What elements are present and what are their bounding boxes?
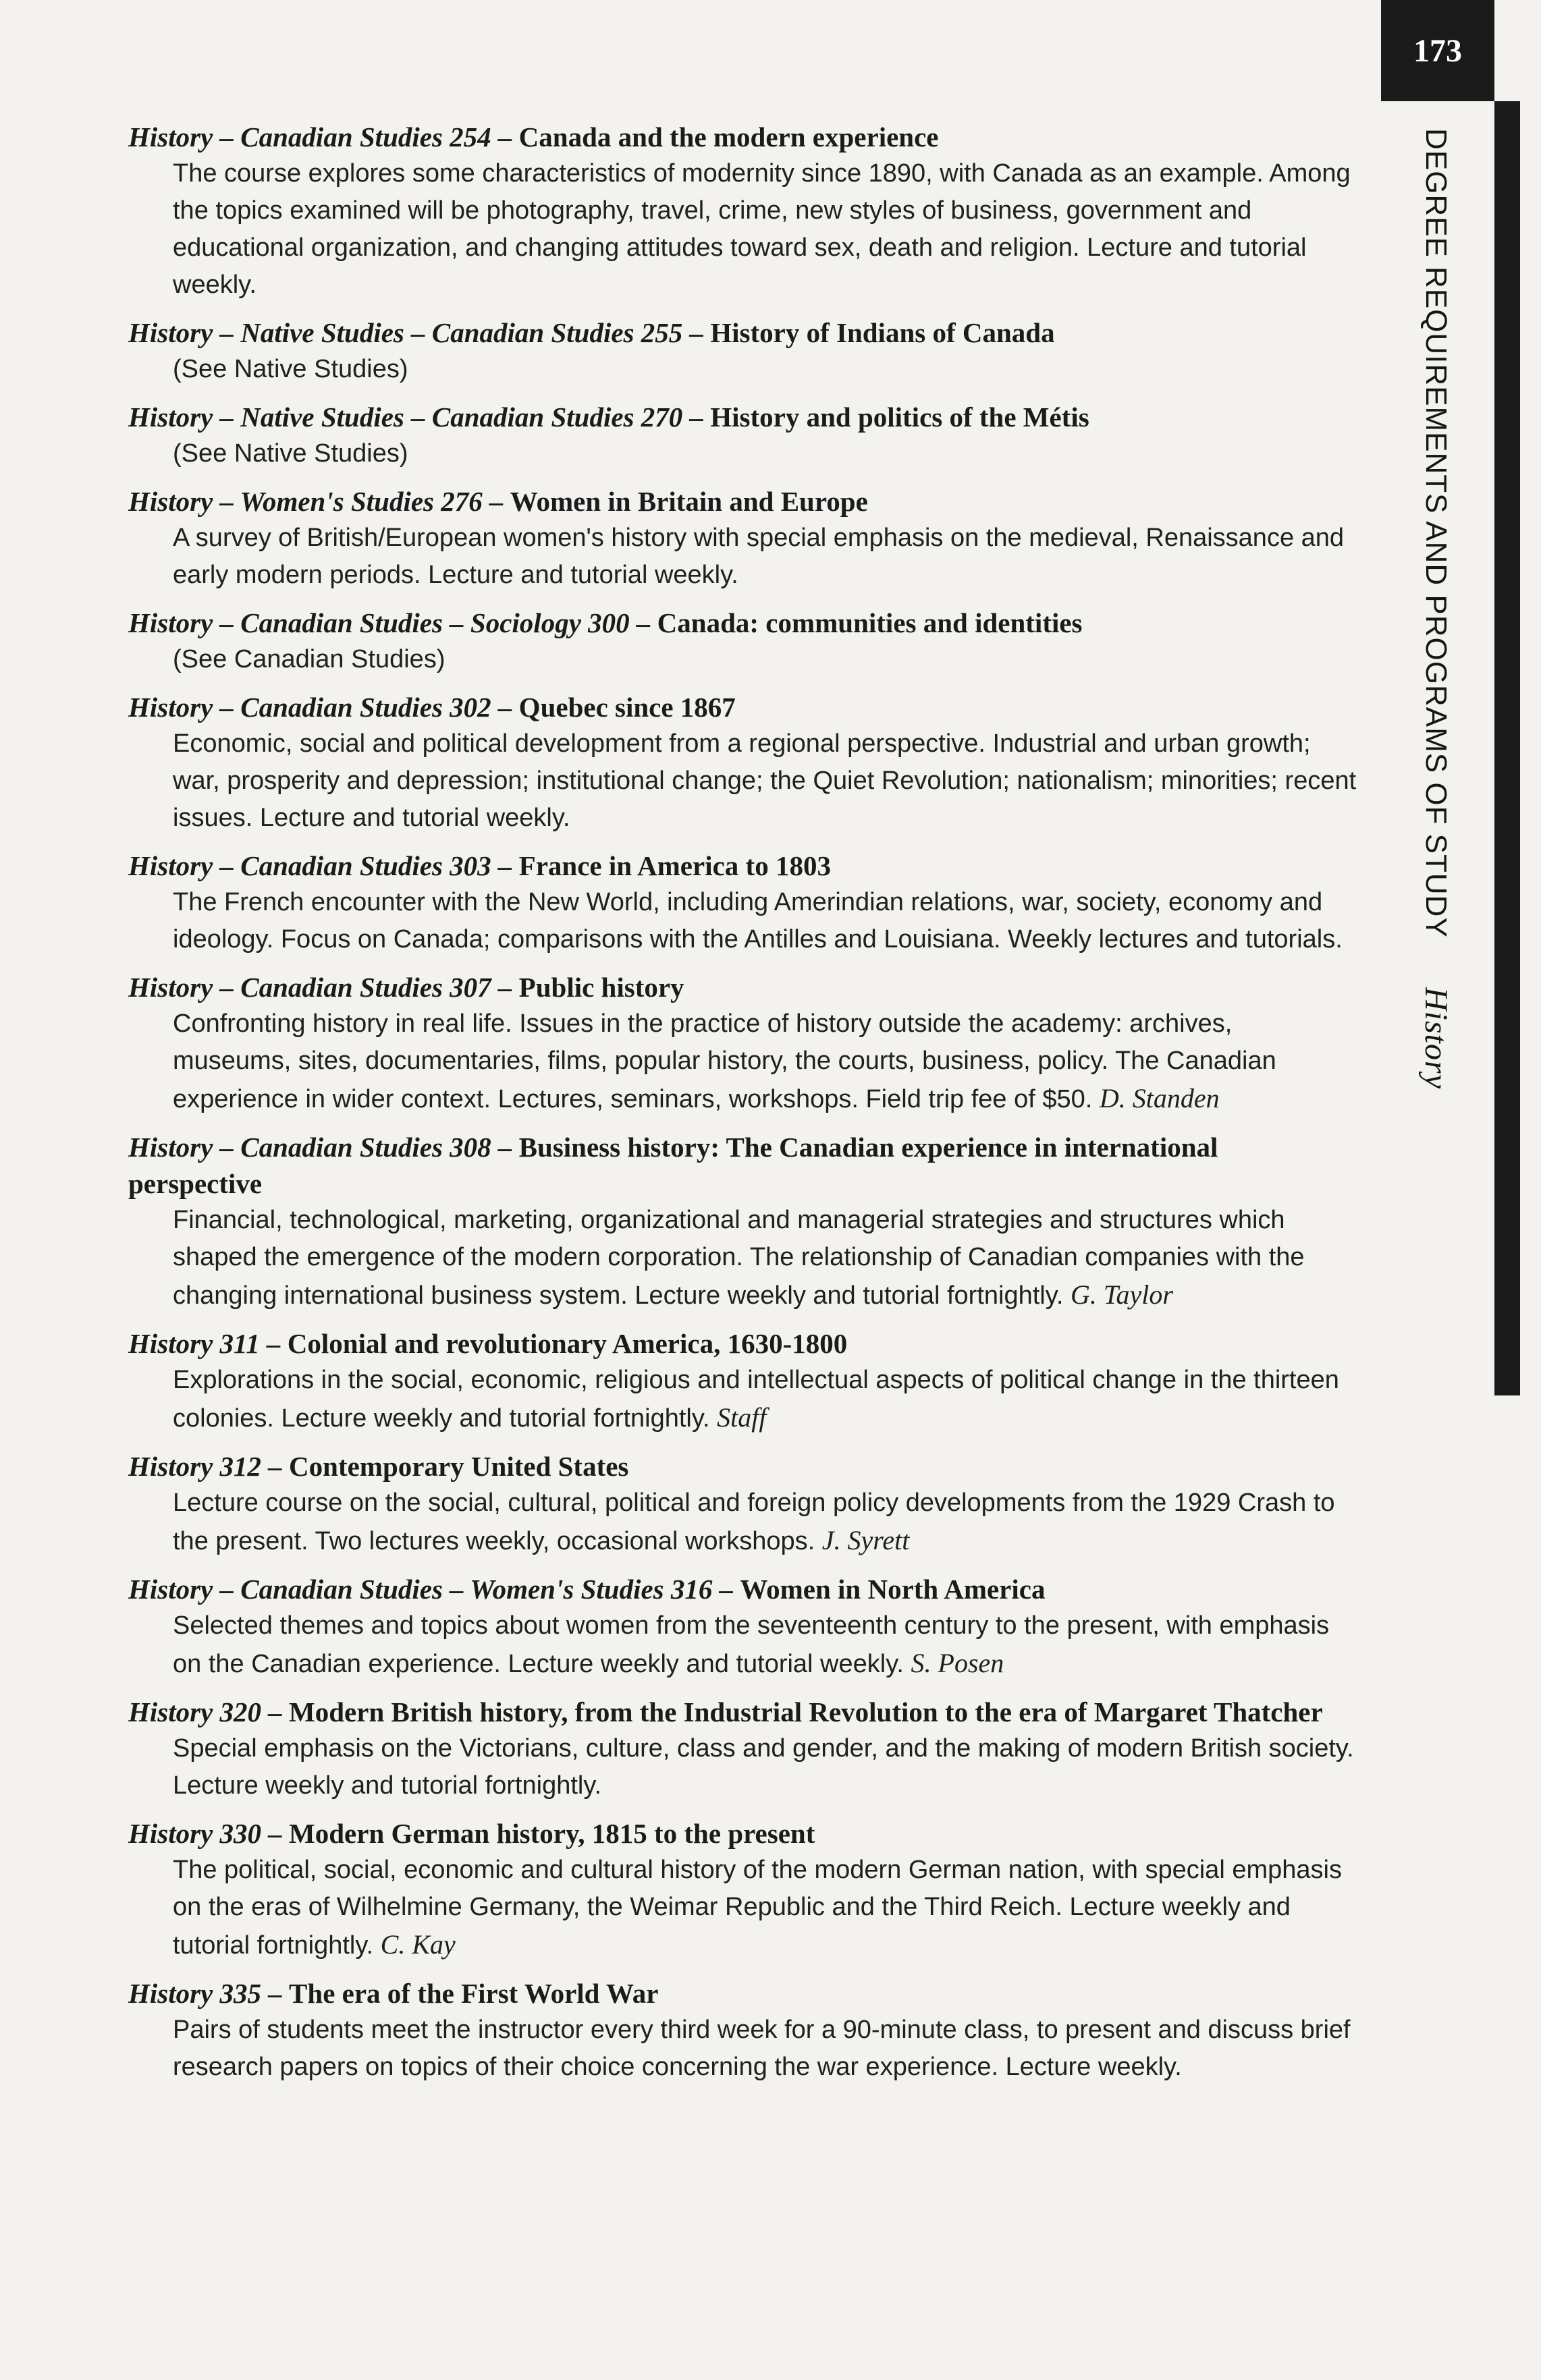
- course-header: [128, 605, 1357, 641]
- course-description: Special emphasis on the Victorians, culture, class and gender, and the making of modern British society. Lecture weekly and tutorial fortnightly.: [173, 1734, 1354, 1800]
- side-heading-block: [1417, 128, 1455, 1089]
- course-header: [128, 1448, 1357, 1485]
- course-code: History – Native Studies – Canadian Studies 270 –: [128, 402, 711, 433]
- course-instructor: S. Posen: [911, 1648, 1004, 1678]
- course-description-block: [173, 725, 1357, 837]
- course-description: The political, social, economic and cultural history of the modern German nation, with special emphasis on the eras of Wilhelmine Germany, the Weimar Republic and the Third Reich. Lecture weekly and tutorial fortnightly.: [173, 1856, 1342, 1960]
- course-title: Women in Britain and Europe: [510, 486, 868, 517]
- course-instructor: C. Kay: [380, 1929, 456, 1960]
- course-header: [128, 1815, 1357, 1852]
- course-code: History – Canadian Studies 308 –: [128, 1132, 519, 1163]
- course-description: (See Native Studies): [173, 355, 408, 383]
- course-code: History – Women's Studies 276 –: [128, 486, 510, 517]
- course-header: [128, 314, 1357, 351]
- course-code: History – Native Studies – Canadian Studies 255 –: [128, 317, 711, 348]
- course-description-block: [173, 1852, 1357, 1964]
- course-instructor: G. Taylor: [1071, 1279, 1173, 1310]
- course-title: Canada and the modern experience: [518, 121, 939, 153]
- course-code: History – Canadian Studies – Women's Studies 316 –: [128, 1574, 740, 1605]
- course-description: Economic, social and political development from a regional perspective. Industrial and urban growth; war, prosperity and depression; institutional change; the Quiet Revolution; nationalism; minorities; recent issues. Lecture and tutorial weekly.: [173, 729, 1357, 832]
- course-title: Women in North America: [740, 1574, 1046, 1605]
- section-marker-bar: [1494, 101, 1520, 1395]
- course-description-block: [173, 884, 1357, 958]
- course-instructor: Staff: [717, 1402, 767, 1433]
- course-title: History and politics of the Métis: [710, 402, 1089, 433]
- course-title: Modern German history, 1815 to the present: [289, 1818, 815, 1849]
- course-code: History – Canadian Studies – Sociology 300 –: [128, 607, 657, 638]
- course-code: History 311 –: [128, 1328, 288, 1359]
- course-title: Quebec since 1867: [518, 692, 736, 723]
- course-title: The era of the First World War: [289, 1978, 659, 2009]
- course-entry: [128, 1325, 1357, 1437]
- course-header: [128, 1694, 1357, 1730]
- course-entry: [128, 969, 1357, 1118]
- course-title: Colonial and revolutionary America, 1630-1800: [287, 1328, 848, 1359]
- course-entry: [128, 848, 1357, 958]
- course-entry: [128, 1975, 1357, 2086]
- course-description: A survey of British/European women's history with special emphasis on the medieval, Renaissance and early modern periods. Lecture and tutorial weekly.: [173, 524, 1345, 589]
- course-description: Lecture course on the social, cultural, political and foreign policy developments from the 1929 Crash to the present. Two lectures weekly, occasional workshops.: [173, 1489, 1335, 1555]
- course-description-block: [173, 1362, 1357, 1437]
- course-title: Business history: The Canadian experience in international perspective: [128, 1132, 1218, 1199]
- course-description-block: [173, 1202, 1357, 1314]
- side-heading: DEGREE REQUIREMENTS AND PROGRAMS OF STUDY: [1420, 128, 1453, 938]
- course-header: [128, 119, 1357, 155]
- course-header: [128, 1975, 1357, 2012]
- course-header: [128, 969, 1357, 1005]
- course-title: History of Indians of Canada: [710, 317, 1055, 348]
- course-description-block: [173, 1005, 1357, 1118]
- course-code: History 320 –: [128, 1696, 290, 1727]
- course-header: [128, 399, 1357, 435]
- course-code: History 312 –: [128, 1451, 290, 1482]
- course-entry: [128, 1815, 1357, 1964]
- course-entry: [128, 399, 1357, 472]
- course-list: [128, 119, 1357, 2097]
- course-code: History 330 –: [128, 1818, 290, 1849]
- course-code: History – Canadian Studies 303 –: [128, 850, 519, 881]
- course-description: Pairs of students meet the instructor every third week for a 90-minute class, to present and discuss brief research papers on topics of their choice concerning the war experience. Lecture weekly.: [173, 2016, 1351, 2081]
- course-title: Public history: [518, 972, 684, 1003]
- course-header: [128, 1325, 1357, 1362]
- course-description: Financial, technological, marketing, organizational and managerial strategies and structures which shaped the emergence of the modern corporation. The relationship of Canadian companies with the changing international business system. Lecture weekly and tutorial fortnightly.: [173, 1206, 1305, 1310]
- course-code: History 335 –: [128, 1978, 290, 2009]
- course-code: History – Canadian Studies 307 –: [128, 972, 519, 1003]
- course-description-block: [173, 520, 1357, 594]
- course-header: [128, 848, 1357, 884]
- course-description-block: [173, 1730, 1357, 1804]
- course-entry: [128, 483, 1357, 594]
- course-description: Explorations in the social, economic, religious and intellectual aspects of political change in the thirteen colonies. Lecture weekly and tutorial fortnightly.: [173, 1366, 1339, 1433]
- course-title: Canada: communities and identities: [657, 607, 1083, 638]
- course-description-block: [173, 155, 1357, 304]
- course-description-block: [173, 351, 1357, 388]
- course-description-block: [173, 2012, 1357, 2086]
- course-description-block: [173, 641, 1357, 678]
- course-description: Confronting history in real life. Issues in the practice of history outside the academy: archives, museums, sites, documentaries, films, popular history, the courts, business, policy. The Canadian experience in wider context. Lectures, seminars, workshops. Field trip fee of $50.: [173, 1009, 1276, 1113]
- course-title: Modern British history, from the Industrial Revolution to the era of Margaret Thatcher: [289, 1696, 1323, 1727]
- course-header: [128, 1571, 1357, 1607]
- course-description: (See Native Studies): [173, 439, 408, 468]
- side-subheading: History: [1418, 987, 1454, 1090]
- course-title: Contemporary United States: [289, 1451, 629, 1482]
- course-description: The course explores some characteristics of modernity since 1890, with Canada as an example. Among the topics examined will be photography, travel, crime, new styles of business, government and educational organization, and changing attitudes toward sex, death and religion. Lecture and tutorial weekly.: [173, 159, 1351, 299]
- course-entry: [128, 314, 1357, 388]
- course-header: [128, 483, 1357, 520]
- course-instructor: J. Syrett: [821, 1525, 910, 1555]
- course-code: History – Canadian Studies 254 –: [128, 121, 519, 153]
- course-entry: [128, 1129, 1357, 1314]
- course-header: [128, 1129, 1357, 1202]
- course-title: France in America to 1803: [518, 850, 831, 881]
- course-description-block: [173, 1607, 1357, 1683]
- course-description-block: [173, 1485, 1357, 1560]
- course-entry: [128, 1694, 1357, 1804]
- course-entry: [128, 605, 1357, 678]
- course-header: [128, 689, 1357, 725]
- course-entry: [128, 1448, 1357, 1560]
- course-instructor: D. Standen: [1099, 1083, 1220, 1113]
- course-entry: [128, 689, 1357, 837]
- course-description: Selected themes and topics about women from the seventeenth century to the present, with emphasis on the Canadian experience. Lecture weekly and tutorial weekly.: [173, 1611, 1330, 1678]
- course-entry: [128, 119, 1357, 304]
- course-description: (See Canadian Studies): [173, 645, 445, 673]
- page-number: 173: [1381, 0, 1494, 101]
- course-description-block: [173, 435, 1357, 472]
- course-description: The French encounter with the New World, including Amerindian relations, war, society, economy and ideology. Focus on Canada; comparisons with the Antilles and Louisiana. Weekly lectures and tutorials.: [173, 888, 1343, 953]
- course-entry: [128, 1571, 1357, 1683]
- course-code: History – Canadian Studies 302 –: [128, 692, 519, 723]
